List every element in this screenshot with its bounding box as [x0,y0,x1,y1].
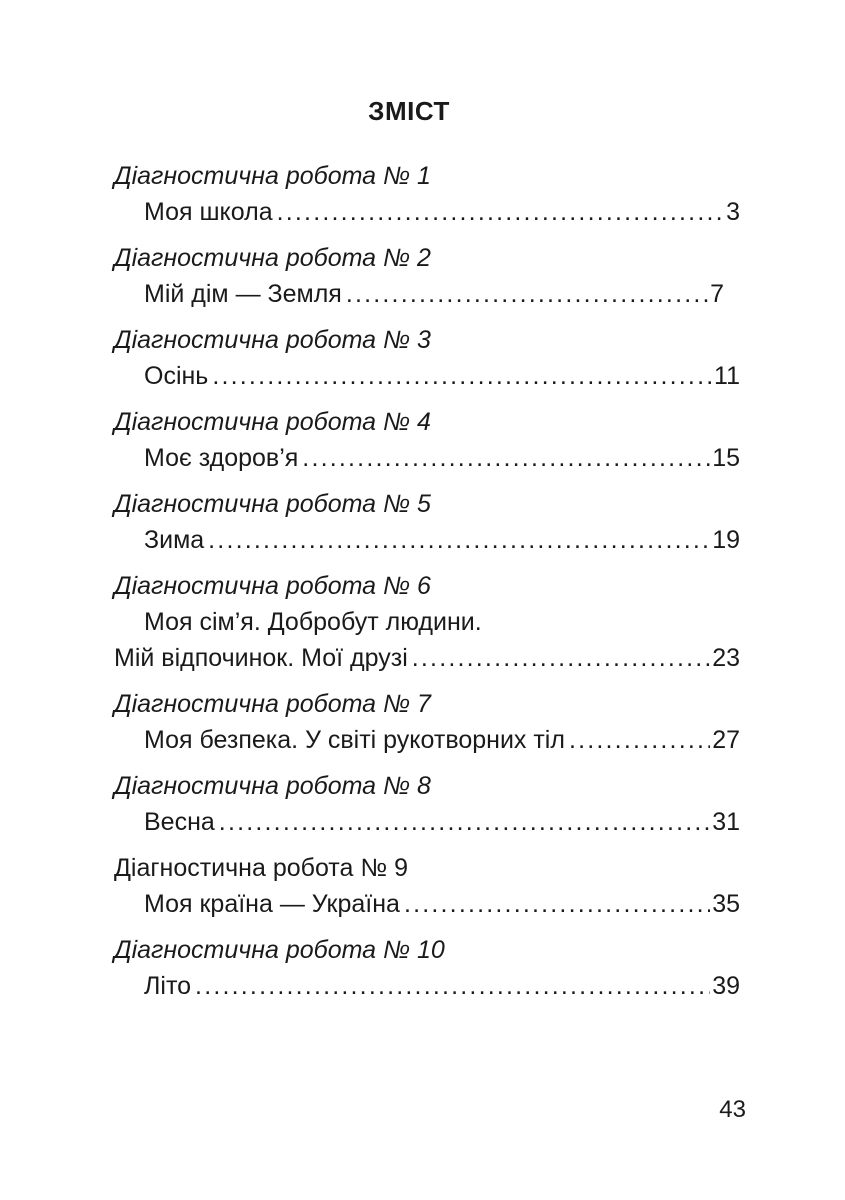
entry-line [114,640,740,676]
entry-title: Зима [144,526,205,554]
toc-entry-5 [114,486,740,558]
dot-leader [569,722,710,758]
entry-title: Літо [144,972,192,1000]
entry-line [114,722,740,758]
dot-leader [195,968,710,1004]
entry-page: 35 [712,890,740,918]
toc-entry-3 [114,322,740,394]
page-number: 43 [719,1096,746,1123]
entry-line [114,968,740,1004]
dot-leader [208,522,710,558]
toc-entry-8 [114,768,740,840]
toc-entry-9 [114,850,740,922]
entry-heading: Діагностична робота № 4 [114,408,431,436]
toc-entry-1 [114,158,740,230]
toc-entry-2 [114,240,740,312]
entry-heading: Діагностична робота № 2 [114,244,431,272]
toc-entry-10 [114,932,740,1004]
entry-line [114,440,740,476]
entry-line [114,886,740,922]
entry-page: 15 [712,444,740,472]
entry-title-line1: Моя сім’я. Добробут людини. [144,608,482,636]
entry-title: Весна [144,808,215,836]
dot-leader [302,440,710,476]
entry-title: Мій дім — Земля [144,280,342,308]
toc-entry-4 [114,404,740,476]
dot-leader [212,358,712,394]
dot-leader [277,194,724,230]
entry-line [114,276,740,312]
entry-title: Моя школа [144,198,273,226]
entry-page: 39 [712,972,740,1000]
entry-heading: Діагностична робота № 5 [114,490,431,518]
entry-line [114,804,740,840]
dot-leader [404,886,710,922]
toc-entry-6 [114,568,740,676]
entry-heading: Діагностична робота № 7 [114,690,431,718]
entry-heading: Діагностична робота № 10 [114,936,445,964]
entry-line [114,358,740,394]
entry-page: 11 [714,362,740,390]
entry-page: 23 [712,644,740,672]
entry-line [114,194,740,230]
page-title: ЗМІСТ [368,96,450,126]
entry-title: Мій відпочинок. Мої друзі [114,644,408,672]
entry-title: Моє здоров’я [144,444,299,472]
entry-title: Моя безпека. У світі рукотворних тіл [144,726,565,754]
entry-heading: Діагностична робота № 9 [114,854,408,882]
entry-heading: Діагностична робота № 3 [114,326,431,354]
entry-page: 7 [710,280,724,308]
entry-heading: Діагностична робота № 1 [114,162,431,190]
dot-leader [412,640,710,676]
entry-page: 19 [712,526,740,554]
entry-heading: Діагностична робота № 8 [114,772,431,800]
entry-title: Осінь [144,362,209,390]
table-of-contents [114,158,740,1014]
dot-leader [346,276,708,312]
entry-page: 27 [712,726,740,754]
entry-page: 3 [726,198,740,226]
entry-line [114,522,740,558]
entry-heading: Діагностична робота № 6 [114,572,431,600]
toc-entry-7 [114,686,740,758]
entry-page: 31 [712,808,740,836]
dot-leader [219,804,710,840]
entry-title: Моя країна — Україна [144,890,400,918]
